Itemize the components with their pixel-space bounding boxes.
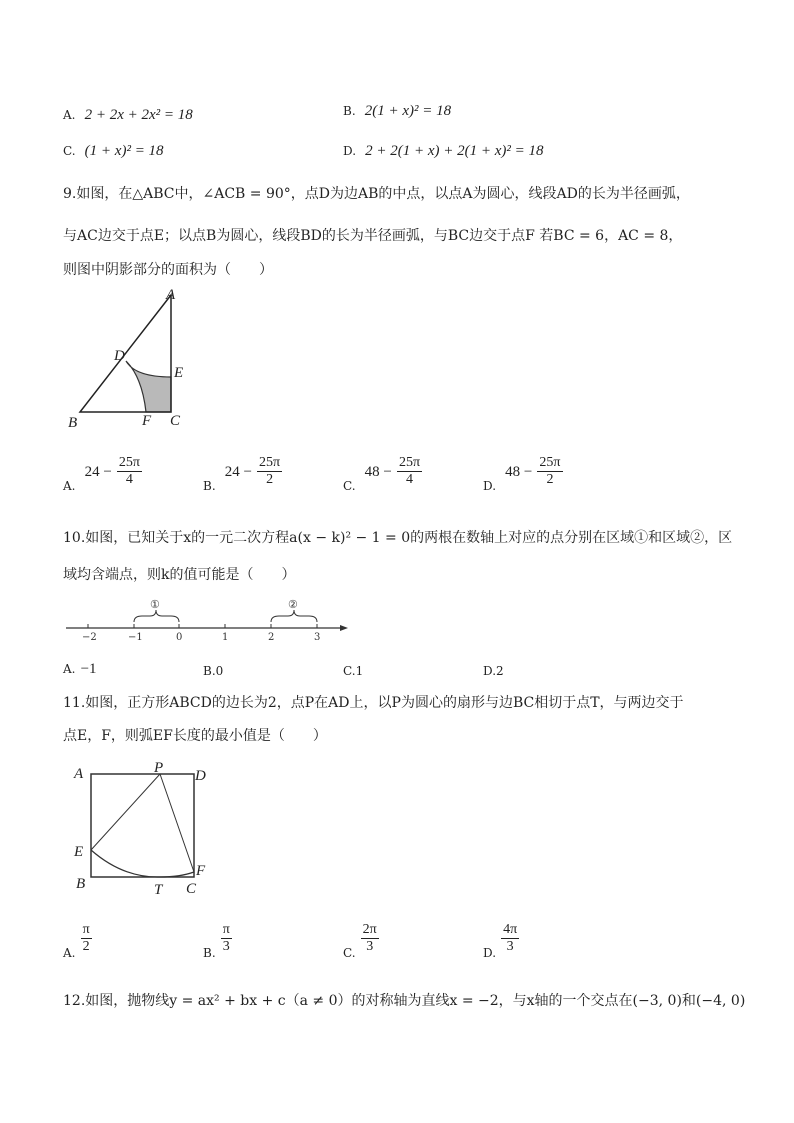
option-expression: 2 + 2x + 2x² = 18 <box>84 107 193 123</box>
fraction-denominator: 4 <box>406 472 414 487</box>
region-1-brace <box>134 610 179 622</box>
q11-option-a <box>63 922 92 960</box>
shaded-region <box>126 361 171 412</box>
label-a: A <box>74 766 84 782</box>
radius-pf <box>160 774 194 872</box>
q9-stem-line2: 与AC边交于点E；以点B为圆心，线段BD的长为半径画弧，与BC边交于点F 若BC = 6，AC = 8， <box>63 228 683 244</box>
label-b: B <box>68 415 78 431</box>
q10-number-line <box>60 592 360 648</box>
option-prefix: 48 − <box>505 464 533 480</box>
fraction-denominator: 3 <box>366 939 374 954</box>
q9-option-c <box>343 455 422 493</box>
option-prefix: 48 − <box>364 464 392 480</box>
q11-stem-line1: 11.如图，正方形ABCD的边长为2，点P在AD上，以P为圆心的扇形与边BC相切于点T，与两边交于 <box>63 695 684 711</box>
q10-stem-line1: 10.如图，已知关于x的一元二次方程a(x − k)² − 1 = 0的两根在数轴上对应的点分别在区域①和区域②，区 <box>63 530 733 546</box>
option-prefix: 24 − <box>84 464 112 480</box>
label-c: C <box>170 413 181 429</box>
option-expression: (1 + x)² = 18 <box>84 143 164 159</box>
option-label: C. <box>343 664 356 678</box>
label-e: E <box>174 365 184 381</box>
region-2-brace <box>271 610 317 622</box>
option-label: C. <box>343 479 356 493</box>
q9-stem-line3: 则图中阴影部分的面积为（ ） <box>63 262 273 278</box>
q9-option-b <box>203 455 282 493</box>
q8-option-d <box>343 140 544 160</box>
option-label: A. <box>63 479 76 493</box>
option-label: B. <box>343 104 356 118</box>
label-c: C <box>186 881 197 897</box>
label-d: D <box>114 348 125 364</box>
label-e: E <box>74 844 84 860</box>
option-expression: 2 + 2(1 + x) + 2(1 + x)² = 18 <box>365 143 544 159</box>
label-t: T <box>154 882 163 898</box>
option-label: D. <box>483 946 497 960</box>
q10-option-b <box>203 660 223 679</box>
option-label: A. <box>63 108 76 122</box>
q9-option-a <box>63 455 142 493</box>
tick-label: −2 <box>82 632 97 643</box>
option-label: D. <box>483 664 497 678</box>
fraction-denominator: 2 <box>266 472 274 487</box>
q10-stem-line2: 域均含端点，则k的值可能是（ ） <box>63 567 296 583</box>
fraction-numerator: π <box>222 922 230 937</box>
region-1-label: ① <box>150 598 160 611</box>
fraction-numerator: 4π <box>503 922 518 937</box>
q10-option-a <box>63 658 97 678</box>
label-b: B <box>76 876 86 892</box>
option-label: C. <box>343 946 356 960</box>
q11-stem-line2: 点E，F，则弧EF长度的最小值是（ ） <box>63 728 327 744</box>
q11-option-c <box>343 922 379 960</box>
option-label: C. <box>63 144 76 158</box>
tick-label: 2 <box>268 632 275 643</box>
fraction-numerator: 25π <box>539 455 561 470</box>
tick-label: 3 <box>314 632 321 643</box>
tick-label: 1 <box>222 632 229 643</box>
axis-arrow <box>340 625 348 631</box>
option-label: D. <box>343 144 357 158</box>
q9-stem-line1: 9.如图，在△ABC中，∠ACB = 90°，点D为边AB的中点，以点A为圆心，线段AD的长为半径画弧， <box>63 186 690 202</box>
option-label: A. <box>63 946 76 960</box>
fraction-numerator: 25π <box>259 455 281 470</box>
fraction-denominator: 3 <box>222 939 230 954</box>
fraction-denominator: 3 <box>506 939 514 954</box>
radius-pe <box>91 774 160 850</box>
label-d: D <box>195 768 206 784</box>
fraction-numerator: 25π <box>118 455 140 470</box>
q8-option-b <box>343 100 451 120</box>
fraction-numerator: 2π <box>362 922 377 937</box>
option-value: 1 <box>355 664 364 678</box>
arc-ef <box>91 850 194 877</box>
option-value: −1 <box>80 661 97 677</box>
label-f: F <box>196 863 206 879</box>
label-f: F <box>142 413 152 429</box>
q8-option-a <box>63 104 193 124</box>
fraction-numerator: 25π <box>398 455 421 470</box>
q11-square-figure <box>68 760 218 900</box>
q10-option-c <box>343 660 363 679</box>
label-p: P <box>154 760 164 776</box>
q9-option-d <box>483 455 563 493</box>
option-label: B. <box>203 479 216 493</box>
region-2-label: ② <box>288 598 298 611</box>
q10-option-d <box>483 660 504 679</box>
tick-label: −1 <box>128 632 143 643</box>
fraction-denominator: 2 <box>546 472 554 487</box>
option-expression: 2(1 + x)² = 18 <box>364 103 452 119</box>
q11-option-d <box>483 922 519 960</box>
q9-triangle-figure <box>60 285 200 435</box>
option-prefix: 24 − <box>224 464 252 480</box>
option-label: A. <box>63 662 76 676</box>
option-value: 2 <box>496 664 504 678</box>
option-label: B. <box>203 664 216 678</box>
option-label: D. <box>483 479 497 493</box>
label-a: A <box>166 287 176 303</box>
tick-label: 0 <box>176 632 183 643</box>
q12-stem-line1: 12.如图，抛物线y = ax² + bx + c（a ≠ 0）的对称轴为直线x = −2，与x轴的一个交点在(−3, 0)和(−4, 0) <box>63 993 746 1009</box>
fraction-denominator: 4 <box>125 472 133 487</box>
option-value: 0 <box>215 664 224 678</box>
q11-option-b <box>203 922 232 960</box>
q8-option-c <box>63 140 164 160</box>
option-label: B. <box>203 946 216 960</box>
fraction-denominator: 2 <box>82 939 90 954</box>
fraction-numerator: π <box>82 922 90 937</box>
